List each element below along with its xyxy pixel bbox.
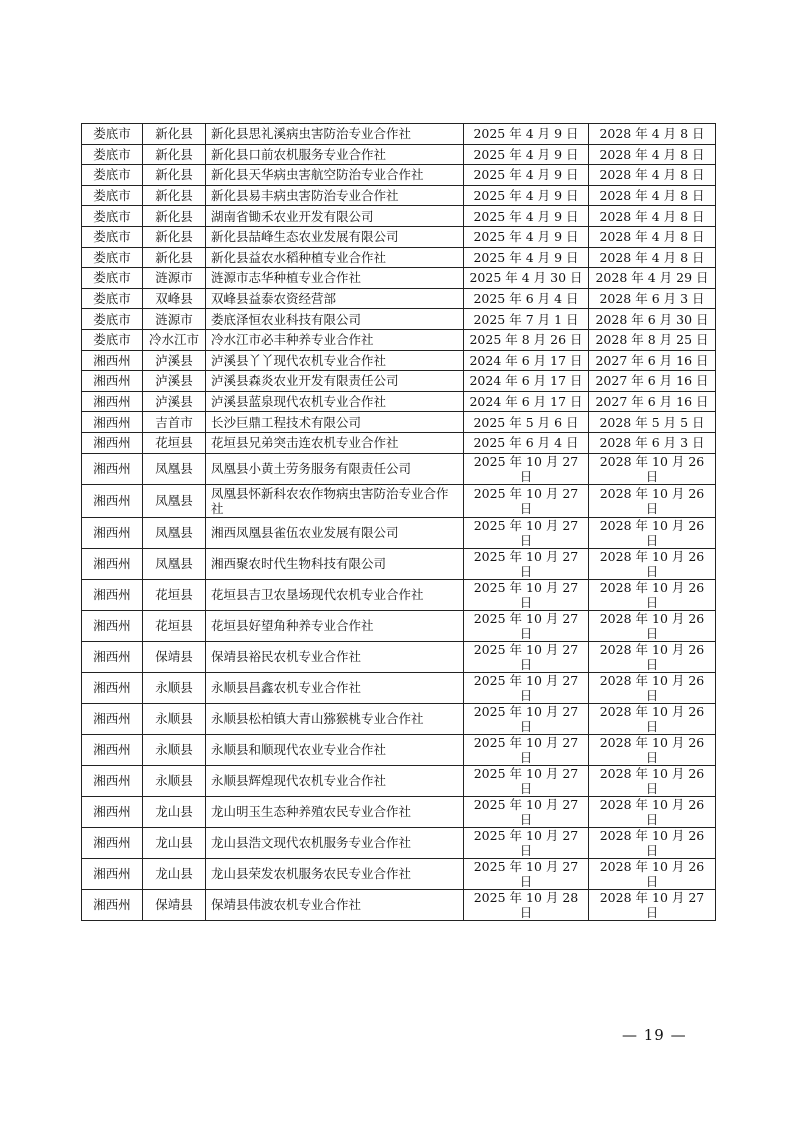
entity-name-cell: 龙山明玉生态种养殖农民专业合作社 <box>206 796 464 827</box>
start-date-cell: 2025 年 4 月 9 日 <box>464 247 589 268</box>
city-cell: 湘西州 <box>82 517 143 548</box>
entity-name-cell: 娄底泽恒农业科技有限公司 <box>206 309 464 330</box>
city-cell: 湘西州 <box>82 371 143 392</box>
start-date-cell: 2025 年 4 月 9 日 <box>464 124 589 145</box>
end-date-cell: 2028 年 10 月 26 日 <box>589 765 716 796</box>
table-row <box>82 703 716 734</box>
start-date-cell: 2025 年 4 月 9 日 <box>464 226 589 247</box>
city-cell: 娄底市 <box>82 288 143 309</box>
city-cell: 湘西州 <box>82 579 143 610</box>
start-date-cell: 2025 年 5 月 6 日 <box>464 412 589 433</box>
end-date-cell: 2028 年 10 月 26 日 <box>589 672 716 703</box>
end-date-cell: 2028 年 10 月 26 日 <box>589 734 716 765</box>
end-date-cell: 2028 年 10 月 27 日 <box>589 889 716 920</box>
table-row <box>82 309 716 330</box>
county-cell: 新化县 <box>143 226 206 247</box>
start-date-cell: 2025 年 8 月 26 日 <box>464 329 589 350</box>
county-cell: 双峰县 <box>143 288 206 309</box>
start-date-cell: 2025 年 10 月 27 日 <box>464 765 589 796</box>
city-cell: 娄底市 <box>82 247 143 268</box>
county-cell: 新化县 <box>143 144 206 165</box>
table-row <box>82 288 716 309</box>
city-cell: 湘西州 <box>82 412 143 433</box>
start-date-cell: 2025 年 4 月 9 日 <box>464 144 589 165</box>
county-cell: 涟源市 <box>143 268 206 289</box>
start-date-cell: 2025 年 10 月 27 日 <box>464 827 589 858</box>
end-date-cell: 2027 年 6 月 16 日 <box>589 391 716 412</box>
start-date-cell: 2025 年 4 月 9 日 <box>464 206 589 227</box>
end-date-cell: 2028 年 10 月 26 日 <box>589 579 716 610</box>
start-date-cell: 2025 年 10 月 27 日 <box>464 641 589 672</box>
table-row <box>82 517 716 548</box>
county-cell: 永顺县 <box>143 672 206 703</box>
entity-name-cell: 凤凰县小黄土劳务服务有限责任公司 <box>206 453 464 484</box>
end-date-cell: 2028 年 10 月 26 日 <box>589 453 716 484</box>
table-row <box>82 641 716 672</box>
city-cell: 湘西州 <box>82 889 143 920</box>
city-cell: 湘西州 <box>82 641 143 672</box>
start-date-cell: 2025 年 4 月 30 日 <box>464 268 589 289</box>
table-row <box>82 206 716 227</box>
start-date-cell: 2025 年 4 月 9 日 <box>464 165 589 186</box>
entity-name-cell: 新化县易丰病虫害防治专业合作社 <box>206 185 464 206</box>
end-date-cell: 2028 年 4 月 8 日 <box>589 144 716 165</box>
start-date-cell: 2025 年 10 月 27 日 <box>464 548 589 579</box>
city-cell: 娄底市 <box>82 329 143 350</box>
county-cell: 泸溪县 <box>143 391 206 412</box>
entity-name-cell: 湘西凤凰县雀伍农业发展有限公司 <box>206 517 464 548</box>
table-row <box>82 185 716 206</box>
entity-name-cell: 永顺县辉煌现代农机专业合作社 <box>206 765 464 796</box>
table-row <box>82 247 716 268</box>
entity-name-cell: 涟源市志华种植专业合作社 <box>206 268 464 289</box>
entity-name-cell: 永顺县和顺现代农业专业合作社 <box>206 734 464 765</box>
city-cell: 湘西州 <box>82 391 143 412</box>
end-date-cell: 2027 年 6 月 16 日 <box>589 350 716 371</box>
entity-name-cell: 泸溪县森炎农业开发有限责任公司 <box>206 371 464 392</box>
end-date-cell: 2028 年 8 月 25 日 <box>589 329 716 350</box>
entity-name-cell: 新化县喆峰生态农业发展有限公司 <box>206 226 464 247</box>
city-cell: 娄底市 <box>82 165 143 186</box>
table-row <box>82 889 716 920</box>
entity-name-cell: 永顺县松柏镇大青山猕猴桃专业合作社 <box>206 703 464 734</box>
end-date-cell: 2028 年 4 月 8 日 <box>589 124 716 145</box>
end-date-cell: 2028 年 10 月 26 日 <box>589 641 716 672</box>
start-date-cell: 2024 年 6 月 17 日 <box>464 391 589 412</box>
table-row <box>82 765 716 796</box>
start-date-cell: 2025 年 10 月 27 日 <box>464 484 589 517</box>
table-row <box>82 548 716 579</box>
entity-name-cell: 新化县口前农机服务专业合作社 <box>206 144 464 165</box>
table-row <box>82 412 716 433</box>
end-date-cell: 2028 年 10 月 26 日 <box>589 517 716 548</box>
end-date-cell: 2028 年 10 月 26 日 <box>589 548 716 579</box>
city-cell: 娄底市 <box>82 309 143 330</box>
page-number: — 19 — <box>622 1026 687 1044</box>
county-cell: 新化县 <box>143 165 206 186</box>
start-date-cell: 2025 年 10 月 27 日 <box>464 517 589 548</box>
city-cell: 娄底市 <box>82 206 143 227</box>
start-date-cell: 2025 年 7 月 1 日 <box>464 309 589 330</box>
start-date-cell: 2024 年 6 月 17 日 <box>464 371 589 392</box>
table-row <box>82 432 716 453</box>
end-date-cell: 2028 年 4 月 29 日 <box>589 268 716 289</box>
city-cell: 湘西州 <box>82 672 143 703</box>
entity-name-cell: 龙山县荣发农机服务农民专业合作社 <box>206 858 464 889</box>
entity-name-cell: 新化县益农水稻种植专业合作社 <box>206 247 464 268</box>
entity-name-cell: 泸溪县蓝泉现代农机专业合作社 <box>206 391 464 412</box>
registry-table <box>81 123 716 921</box>
end-date-cell: 2028 年 4 月 8 日 <box>589 206 716 227</box>
table-row <box>82 579 716 610</box>
table-row <box>82 226 716 247</box>
end-date-cell: 2028 年 10 月 26 日 <box>589 827 716 858</box>
county-cell: 凤凰县 <box>143 484 206 517</box>
city-cell: 湘西州 <box>82 858 143 889</box>
table-row <box>82 484 716 517</box>
entity-name-cell: 长沙巨鼎工程技术有限公司 <box>206 412 464 433</box>
city-cell: 娄底市 <box>82 268 143 289</box>
start-date-cell: 2025 年 10 月 27 日 <box>464 734 589 765</box>
start-date-cell: 2025 年 10 月 27 日 <box>464 703 589 734</box>
county-cell: 新化县 <box>143 124 206 145</box>
start-date-cell: 2025 年 10 月 27 日 <box>464 579 589 610</box>
city-cell: 湘西州 <box>82 827 143 858</box>
county-cell: 泸溪县 <box>143 350 206 371</box>
entity-name-cell: 湘西聚农时代生物科技有限公司 <box>206 548 464 579</box>
city-cell: 湘西州 <box>82 610 143 641</box>
city-cell: 娄底市 <box>82 226 143 247</box>
county-cell: 花垣县 <box>143 610 206 641</box>
entity-name-cell: 泸溪县丫丫现代农机专业合作社 <box>206 350 464 371</box>
end-date-cell: 2028 年 10 月 26 日 <box>589 858 716 889</box>
table-row <box>82 165 716 186</box>
county-cell: 凤凰县 <box>143 453 206 484</box>
city-cell: 湘西州 <box>82 796 143 827</box>
table-body <box>82 124 716 921</box>
entity-name-cell: 花垣县兄弟突击连农机专业合作社 <box>206 432 464 453</box>
table-row <box>82 610 716 641</box>
city-cell: 娄底市 <box>82 144 143 165</box>
table-row <box>82 391 716 412</box>
end-date-cell: 2027 年 6 月 16 日 <box>589 371 716 392</box>
table-row <box>82 371 716 392</box>
start-date-cell: 2024 年 6 月 17 日 <box>464 350 589 371</box>
start-date-cell: 2025 年 10 月 27 日 <box>464 858 589 889</box>
entity-name-cell: 龙山县浩文现代农机服务专业合作社 <box>206 827 464 858</box>
county-cell: 新化县 <box>143 247 206 268</box>
entity-name-cell: 凤凰县怀新科农农作物病虫害防治专业合作社 <box>206 484 464 517</box>
table-row <box>82 453 716 484</box>
county-cell: 凤凰县 <box>143 548 206 579</box>
county-cell: 冷水江市 <box>143 329 206 350</box>
city-cell: 湘西州 <box>82 548 143 579</box>
county-cell: 涟源市 <box>143 309 206 330</box>
county-cell: 新化县 <box>143 185 206 206</box>
entity-name-cell: 保靖县裕民农机专业合作社 <box>206 641 464 672</box>
county-cell: 永顺县 <box>143 703 206 734</box>
end-date-cell: 2028 年 6 月 30 日 <box>589 309 716 330</box>
entity-name-cell: 新化县天华病虫害航空防治专业合作社 <box>206 165 464 186</box>
city-cell: 湘西州 <box>82 432 143 453</box>
entity-name-cell: 永顺县昌鑫农机专业合作社 <box>206 672 464 703</box>
city-cell: 娄底市 <box>82 185 143 206</box>
table-row <box>82 329 716 350</box>
county-cell: 花垣县 <box>143 432 206 453</box>
county-cell: 永顺县 <box>143 765 206 796</box>
end-date-cell: 2028 年 4 月 8 日 <box>589 247 716 268</box>
county-cell: 新化县 <box>143 206 206 227</box>
county-cell: 保靖县 <box>143 889 206 920</box>
city-cell: 湘西州 <box>82 350 143 371</box>
end-date-cell: 2028 年 10 月 26 日 <box>589 484 716 517</box>
end-date-cell: 2028 年 10 月 26 日 <box>589 610 716 641</box>
county-cell: 永顺县 <box>143 734 206 765</box>
end-date-cell: 2028 年 4 月 8 日 <box>589 185 716 206</box>
start-date-cell: 2025 年 6 月 4 日 <box>464 432 589 453</box>
city-cell: 湘西州 <box>82 765 143 796</box>
end-date-cell: 2028 年 10 月 26 日 <box>589 796 716 827</box>
end-date-cell: 2028 年 10 月 26 日 <box>589 703 716 734</box>
end-date-cell: 2028 年 4 月 8 日 <box>589 165 716 186</box>
start-date-cell: 2025 年 10 月 27 日 <box>464 610 589 641</box>
county-cell: 吉首市 <box>143 412 206 433</box>
table-row <box>82 858 716 889</box>
city-cell: 湘西州 <box>82 453 143 484</box>
city-cell: 湘西州 <box>82 734 143 765</box>
start-date-cell: 2025 年 4 月 9 日 <box>464 185 589 206</box>
table-row <box>82 827 716 858</box>
start-date-cell: 2025 年 10 月 27 日 <box>464 672 589 703</box>
county-cell: 龙山县 <box>143 858 206 889</box>
city-cell: 湘西州 <box>82 484 143 517</box>
entity-name-cell: 湖南省锄禾农业开发有限公司 <box>206 206 464 227</box>
county-cell: 凤凰县 <box>143 517 206 548</box>
start-date-cell: 2025 年 6 月 4 日 <box>464 288 589 309</box>
city-cell: 湘西州 <box>82 703 143 734</box>
table-row <box>82 672 716 703</box>
table-row <box>82 268 716 289</box>
table-row <box>82 796 716 827</box>
entity-name-cell: 花垣县吉卫农垦场现代农机专业合作社 <box>206 579 464 610</box>
start-date-cell: 2025 年 10 月 28 日 <box>464 889 589 920</box>
county-cell: 泸溪县 <box>143 371 206 392</box>
table-row <box>82 734 716 765</box>
table-row <box>82 144 716 165</box>
county-cell: 保靖县 <box>143 641 206 672</box>
entity-name-cell: 花垣县好望角种养专业合作社 <box>206 610 464 641</box>
city-cell: 娄底市 <box>82 124 143 145</box>
entity-name-cell: 双峰县益泰农资经营部 <box>206 288 464 309</box>
entity-name-cell: 保靖县伟波农机专业合作社 <box>206 889 464 920</box>
entity-name-cell: 冷水江市必丰种养专业合作社 <box>206 329 464 350</box>
end-date-cell: 2028 年 6 月 3 日 <box>589 432 716 453</box>
end-date-cell: 2028 年 5 月 5 日 <box>589 412 716 433</box>
end-date-cell: 2028 年 6 月 3 日 <box>589 288 716 309</box>
start-date-cell: 2025 年 10 月 27 日 <box>464 796 589 827</box>
start-date-cell: 2025 年 10 月 27 日 <box>464 453 589 484</box>
end-date-cell: 2028 年 4 月 8 日 <box>589 226 716 247</box>
entity-name-cell: 新化县思礼溪病虫害防治专业合作社 <box>206 124 464 145</box>
county-cell: 龙山县 <box>143 827 206 858</box>
table-row <box>82 124 716 145</box>
county-cell: 龙山县 <box>143 796 206 827</box>
table-row <box>82 350 716 371</box>
county-cell: 花垣县 <box>143 579 206 610</box>
